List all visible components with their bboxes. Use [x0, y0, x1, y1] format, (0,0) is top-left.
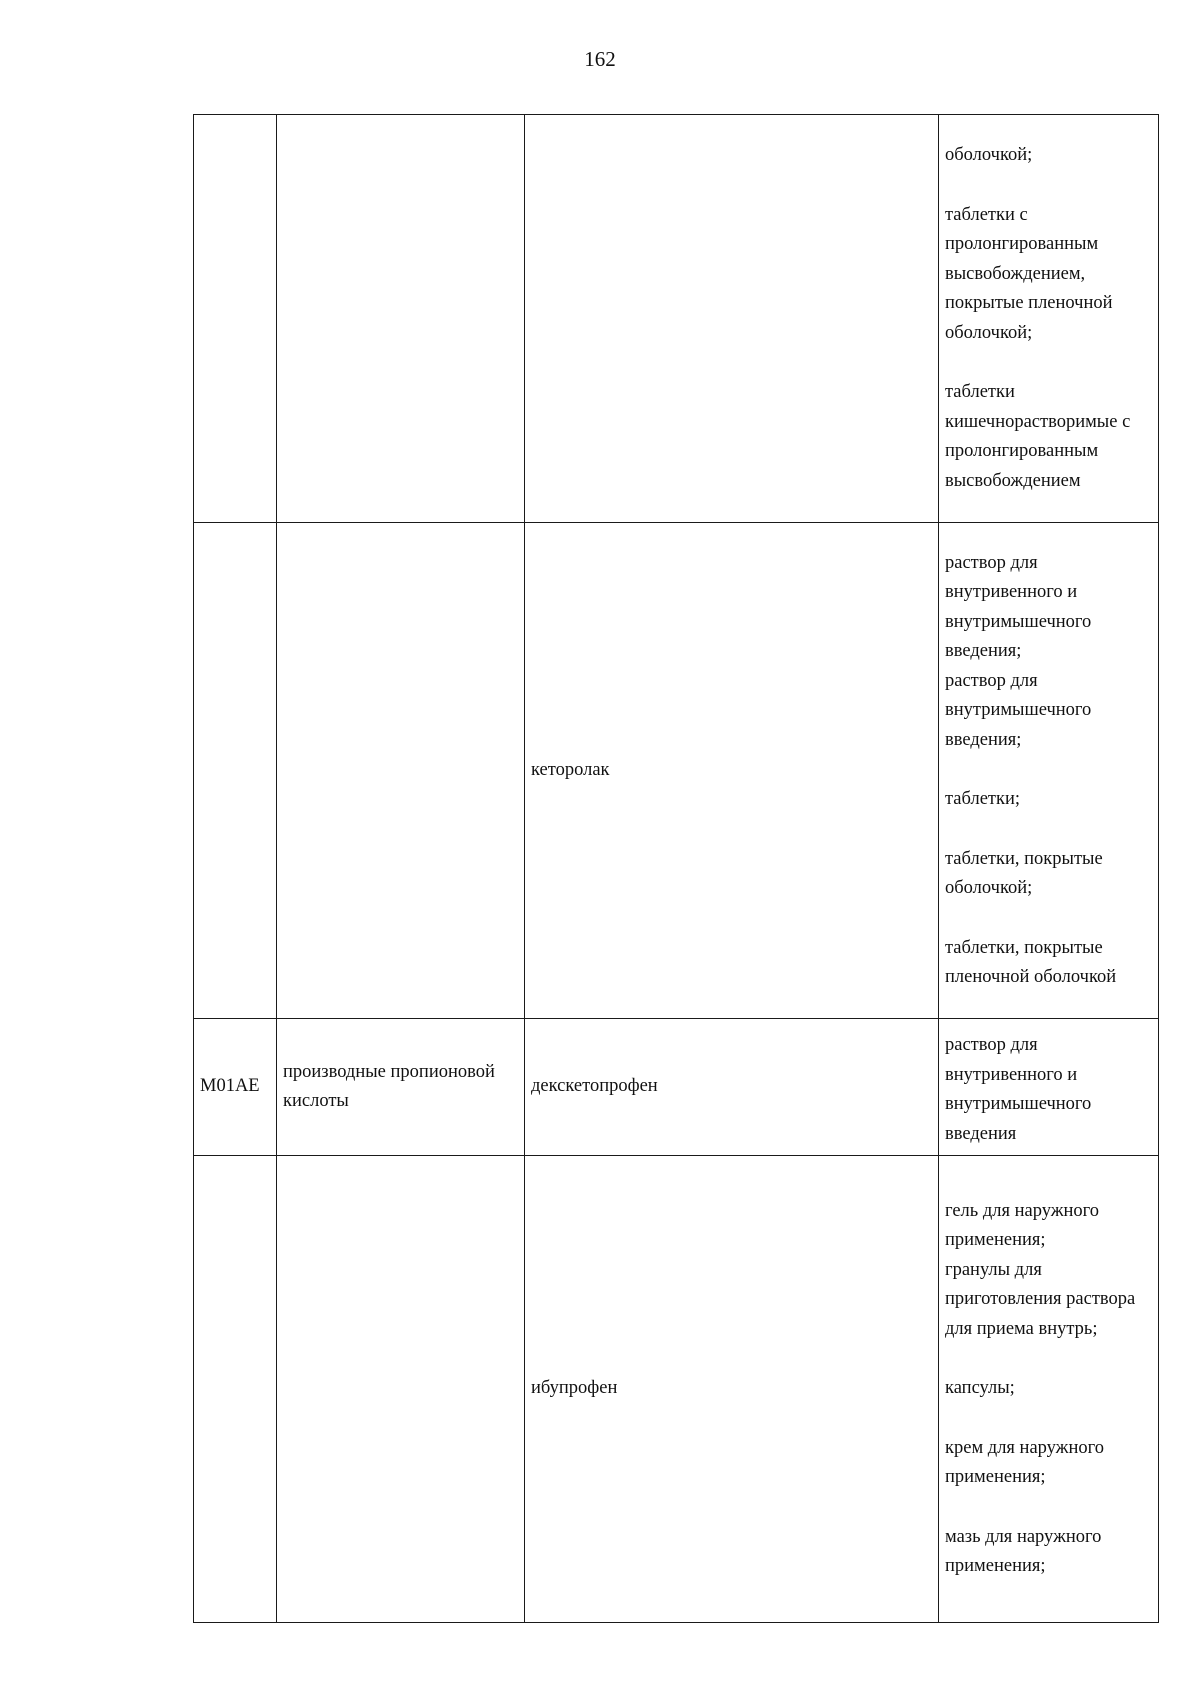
dosage-form-item: таблетки с пролонгированным высвобождением, покрытые пленочной оболочкой;: [945, 204, 1113, 343]
table-row: [194, 1156, 1159, 1623]
atc-code-cell: [194, 523, 277, 1019]
drug-name-cell: [525, 115, 939, 523]
drug-name-cell: кеторолак: [525, 523, 939, 1019]
atc-code-cell: [194, 115, 277, 523]
dosage-form-item: оболочкой;: [945, 145, 1033, 165]
table-row: [194, 115, 1159, 523]
dosage-form-item: раствор для внутривенного и внутримышечного введения;: [945, 552, 1092, 661]
pharm-group-cell: производные пропионовой кислоты: [277, 1019, 525, 1156]
dosage-form-item: раствор для внутримышечного введения;: [945, 670, 1092, 750]
dosage-forms-cell: [939, 1019, 1159, 1156]
dosage-form-item: мазь для наружного применения;: [945, 1526, 1102, 1576]
dosage-form-item: раствор для внутривенного и внутримышечного введения: [945, 1035, 1092, 1144]
pharm-group-cell: [277, 1156, 525, 1623]
drug-table: [193, 114, 1159, 1623]
dosage-form-item: гель для наружного применения;: [945, 1200, 1100, 1250]
dosage-forms-cell: [939, 115, 1159, 523]
atc-code-cell: [194, 1156, 277, 1623]
dosage-form-item: таблетки, покрытые оболочкой;: [945, 848, 1103, 898]
table-row: [194, 1019, 1159, 1156]
dosage-form-item: таблетки кишечнорастворимые с пролонгированным высвобождением: [945, 382, 1131, 491]
page-number: 162: [584, 47, 616, 71]
atc-code-cell: M01AE: [194, 1019, 277, 1156]
dosage-forms-cell: [939, 1156, 1159, 1623]
dosage-forms-cell: [939, 523, 1159, 1019]
dosage-form-item: таблетки;: [945, 789, 1021, 809]
dosage-form-item: крем для наружного применения;: [945, 1437, 1104, 1487]
table-row: [194, 523, 1159, 1019]
pharm-group-cell: [277, 523, 525, 1019]
dosage-form-item: таблетки, покрытые пленочной оболочкой: [945, 937, 1117, 987]
dosage-form-item: гранулы для приготовления раствора для приема внутрь;: [945, 1259, 1136, 1339]
dosage-form-item: капсулы;: [945, 1378, 1015, 1398]
pharm-group-cell: [277, 115, 525, 523]
drug-name-cell: ибупрофен: [525, 1156, 939, 1623]
drug-name-cell: декскетопрофен: [525, 1019, 939, 1156]
